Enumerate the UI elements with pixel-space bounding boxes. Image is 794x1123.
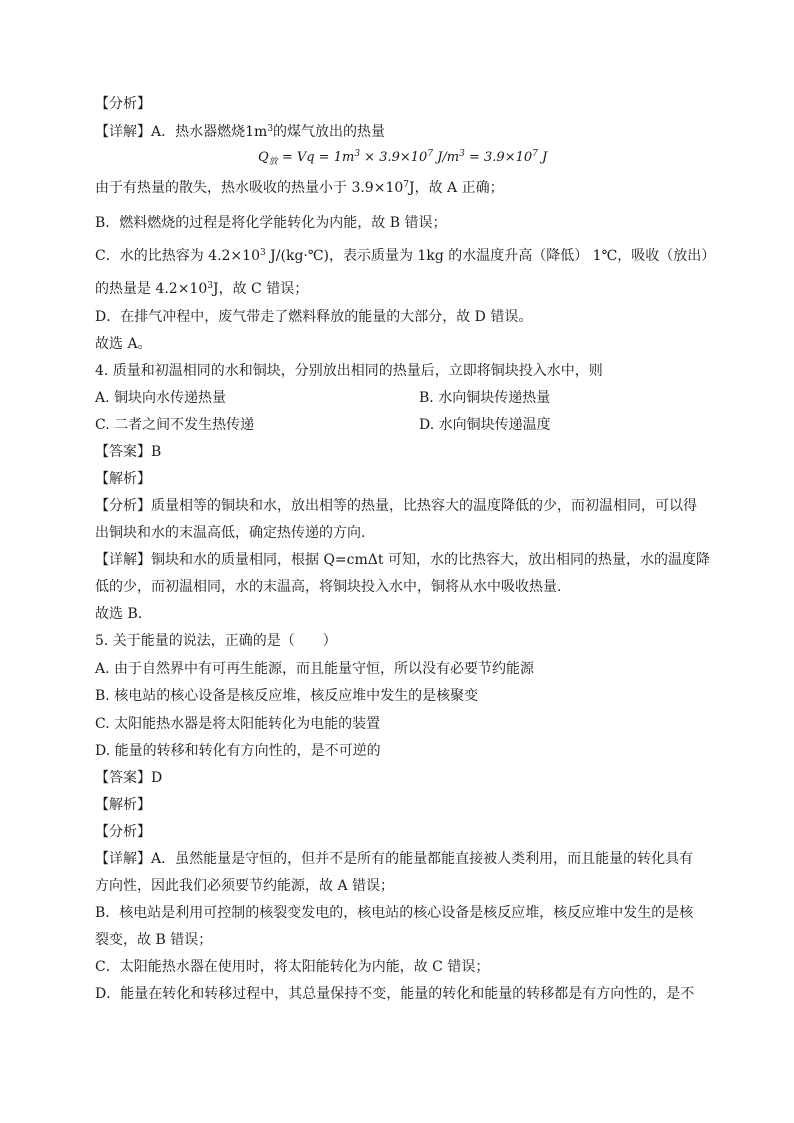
q4-analysis-line1: 【分析】质量相等的铜块和水，放出相等的热量，比热容大的温度降低的少，而初温相同，可以得 xyxy=(95,498,697,514)
text-span: J，故 C 错误； xyxy=(213,281,309,297)
superscript: 7 xyxy=(403,180,409,190)
q5-option-a: A. 由于自然界中有可再生能源，而且能量守恒，所以没有必要节约能源 xyxy=(95,661,535,677)
q4-analysis-line2: 出铜块和水的末温高低，确定热传递的方向. xyxy=(95,525,366,541)
formula-part: × 3.9×10 xyxy=(360,150,428,165)
q4-answer: 【答案】B xyxy=(95,444,162,460)
q5-detail-a-line1: 【详解】A．虽然能量是守恒的，但并不是所有的能量都能直接被人类利用，而且能量的转化具有 xyxy=(95,851,694,867)
q5-detail-a-line2: 方向性，因此我们必须要节约能源，故 A 错误； xyxy=(95,878,395,894)
detail-d: D．在排气冲程中，废气带走了燃料释放的能量的大部分，故 D 错误。 xyxy=(95,309,533,325)
detail-a-conclusion xyxy=(95,178,504,198)
q4-detail-line2: 低的少，而初温相同，水的末温高，将铜块投入水中，铜将从水中吸收热量. xyxy=(95,579,562,595)
q5-analysis-heading: 【分析】 xyxy=(95,824,151,840)
question-4: 4. 质量和初温相同的水和铜块，分别放出相同的热量后，立即将铜块投入水中，则 xyxy=(95,363,603,379)
superscript: 3 xyxy=(459,149,465,159)
q4-option-d: D. 水向铜块传递温度 xyxy=(419,417,551,433)
superscript: 3 xyxy=(259,248,266,258)
formula-part: J/m xyxy=(433,150,460,165)
text-span: 的煤气放出的热量 xyxy=(273,124,386,140)
formula-part: = Vq = 1m xyxy=(277,150,355,165)
text-span: 1m xyxy=(245,124,268,140)
superscript: 3 xyxy=(354,149,361,159)
text-span: C．水的比热容为 4.2×10 xyxy=(95,248,260,264)
formula-q: Q xyxy=(258,150,269,165)
q4-detail-line1: 【详解】铜块和水的质量相同，根据 Q=cmΔt 可知，水的比热容大，放出相同的热量，水的温度降 xyxy=(95,552,710,568)
detail-a-intro xyxy=(95,122,385,142)
text-span: J/(kg·℃)，表示质量为 1kg 的水温度升高（降低） 1℃，吸收（放出） xyxy=(265,248,716,264)
q5-detail-b-line1: B．核电站是利用可控制的核裂变发电的，核电站的核心设备是核反应堆，核反应堆中发生的是核 xyxy=(95,905,694,921)
q4-option-a: A. 铜块向水传递热量 xyxy=(95,390,227,406)
superscript: 7 xyxy=(532,149,538,159)
q4-choose: 故选 B. xyxy=(95,606,143,622)
q5-detail-b-line2: 裂变，故 B 错误； xyxy=(95,932,213,948)
formula-part: = 3.9×10 xyxy=(464,150,533,165)
text-span: 的热量是 4.2×10 xyxy=(95,281,208,297)
q4-option-b: B. 水向铜块传递热量 xyxy=(419,390,551,406)
text-span: 由于有热量的散失，热水吸收的热量小于 xyxy=(95,180,347,196)
superscript: 3 xyxy=(207,281,213,291)
text-span: J，故 A 正确； xyxy=(409,180,504,196)
q5-explanation-heading: 【解析】 xyxy=(95,797,151,813)
q5-option-d: D. 能量的转移和转化有方向性的，是不可逆的 xyxy=(95,743,381,759)
analysis-heading: 【分析】 xyxy=(95,96,151,112)
heat-formula xyxy=(258,148,547,168)
q5-detail-c: C．太阳能热水器在使用时，将太阳能转化为内能，故 C 错误； xyxy=(95,959,490,975)
detail-c-line2 xyxy=(95,279,308,299)
text-span: 【详解】A．热水器燃烧 xyxy=(95,124,246,140)
q4-option-c: C. 二者之间不发生热传递 xyxy=(95,417,255,433)
detail-b: B．燃料燃烧的过程是将化学能转化为内能，故 B 错误； xyxy=(95,215,447,231)
q5-answer: 【答案】D xyxy=(95,770,163,786)
question-5: 5. 关于能量的说法，正确的是（ ） xyxy=(95,633,337,649)
text-span: 3.9×10 xyxy=(347,180,404,196)
formula-part: J xyxy=(537,150,548,165)
choose-a: 故选 A。 xyxy=(95,336,152,352)
q4-explanation-heading: 【解析】 xyxy=(95,471,151,487)
detail-c-line1 xyxy=(95,246,715,266)
q5-option-c: C. 太阳能热水器是将太阳能转化为电能的装置 xyxy=(95,716,381,732)
q5-option-b: B. 核电站的核心设备是核反应堆，核反应堆中发生的是核聚变 xyxy=(95,688,479,704)
superscript: 3 xyxy=(267,124,274,134)
q5-detail-d: D．能量在转化和转移过程中，其总量保持不变，能量的转化和能量的转移都是有方向性的，是不 xyxy=(95,986,695,1002)
subscript: 放 xyxy=(268,157,278,167)
superscript: 7 xyxy=(427,149,434,159)
